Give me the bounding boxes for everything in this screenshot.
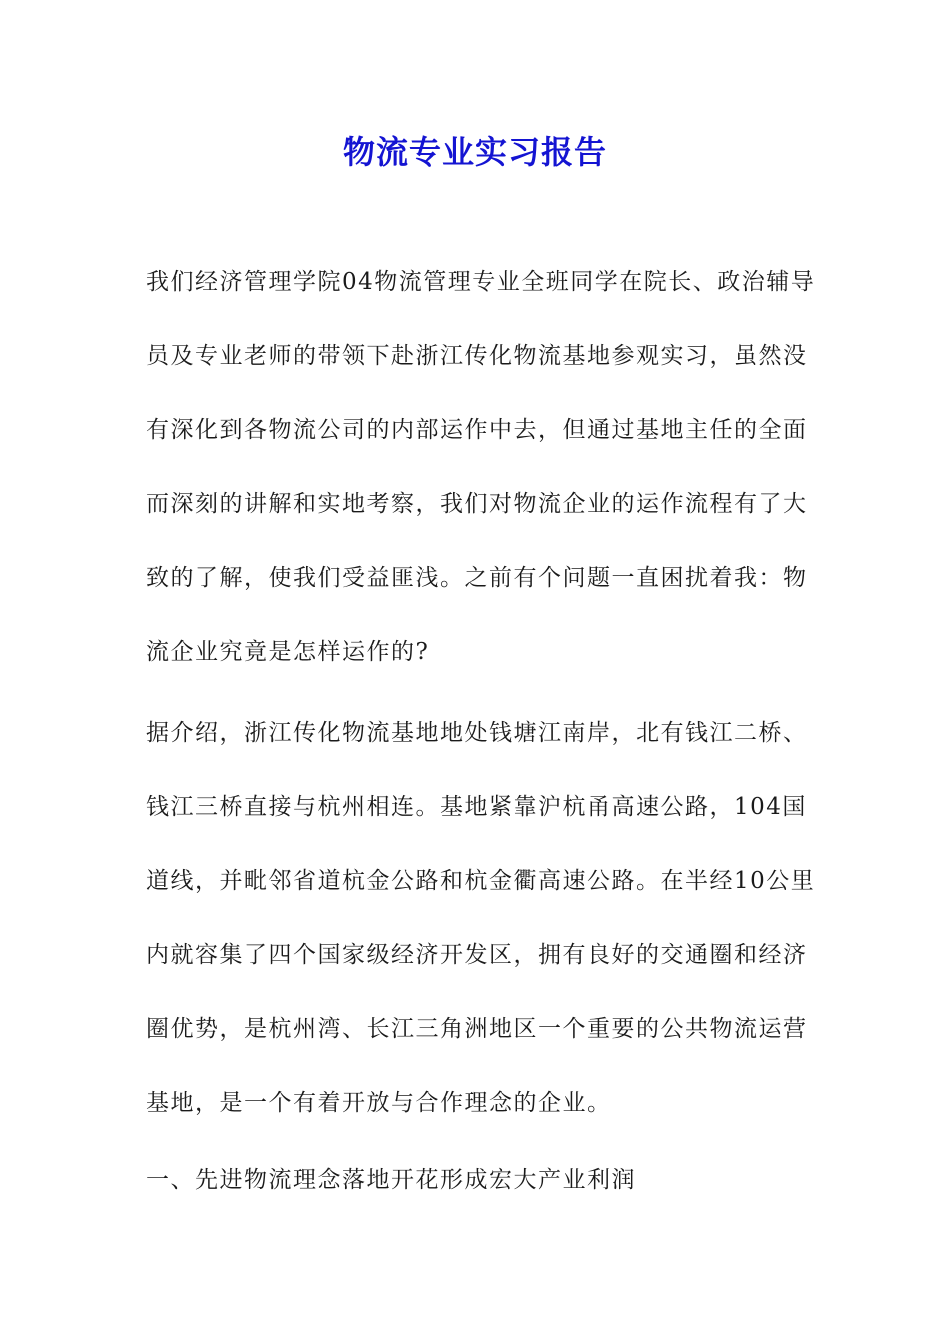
paragraph-line: 圈优势，是杭州湾、长江三角洲地区一个重要的公共物流运营	[146, 1016, 808, 1042]
paragraph-line: 据介绍，浙江传化物流基地地处钱塘江南岸，北有钱江二桥、	[146, 720, 808, 746]
section-heading-text: 一、先进物流理念落地开花形成宏大产业利润	[146, 1167, 636, 1193]
paragraph-line: 我们经济管理学院04物流管理专业全班同学在院长、政治辅导	[146, 269, 816, 295]
document-title: 物流专业实习报告	[342, 133, 607, 171]
paragraph-line: 流企业究竟是怎样运作的?	[146, 639, 430, 665]
paragraph-line: 基地，是一个有着开放与合作理念的企业。	[146, 1090, 612, 1116]
paragraph-line: 道线，并毗邻省道杭金公路和杭金衢高速公路。在半经10公里	[146, 868, 816, 894]
paragraph-line: 员及专业老师的带领下赴浙江传化物流基地参观实习，虽然没	[146, 343, 808, 369]
paragraph-line: 有深化到各物流公司的内部运作中去，但通过基地主任的全面	[146, 417, 808, 443]
paragraph-line: 内就容集了四个国家级经济开发区，拥有良好的交通圈和经济	[146, 942, 808, 968]
paragraph-line: 而深刻的讲解和实地考察，我们对物流企业的运作流程有了大	[146, 491, 808, 517]
paragraph-line: 钱江三桥直接与杭州相连。基地紧靠沪杭甬高速公路，104国	[146, 794, 807, 820]
paragraph-line: 致的了解，使我们受益匪浅。之前有个问题一直困扰着我：物	[146, 565, 808, 591]
